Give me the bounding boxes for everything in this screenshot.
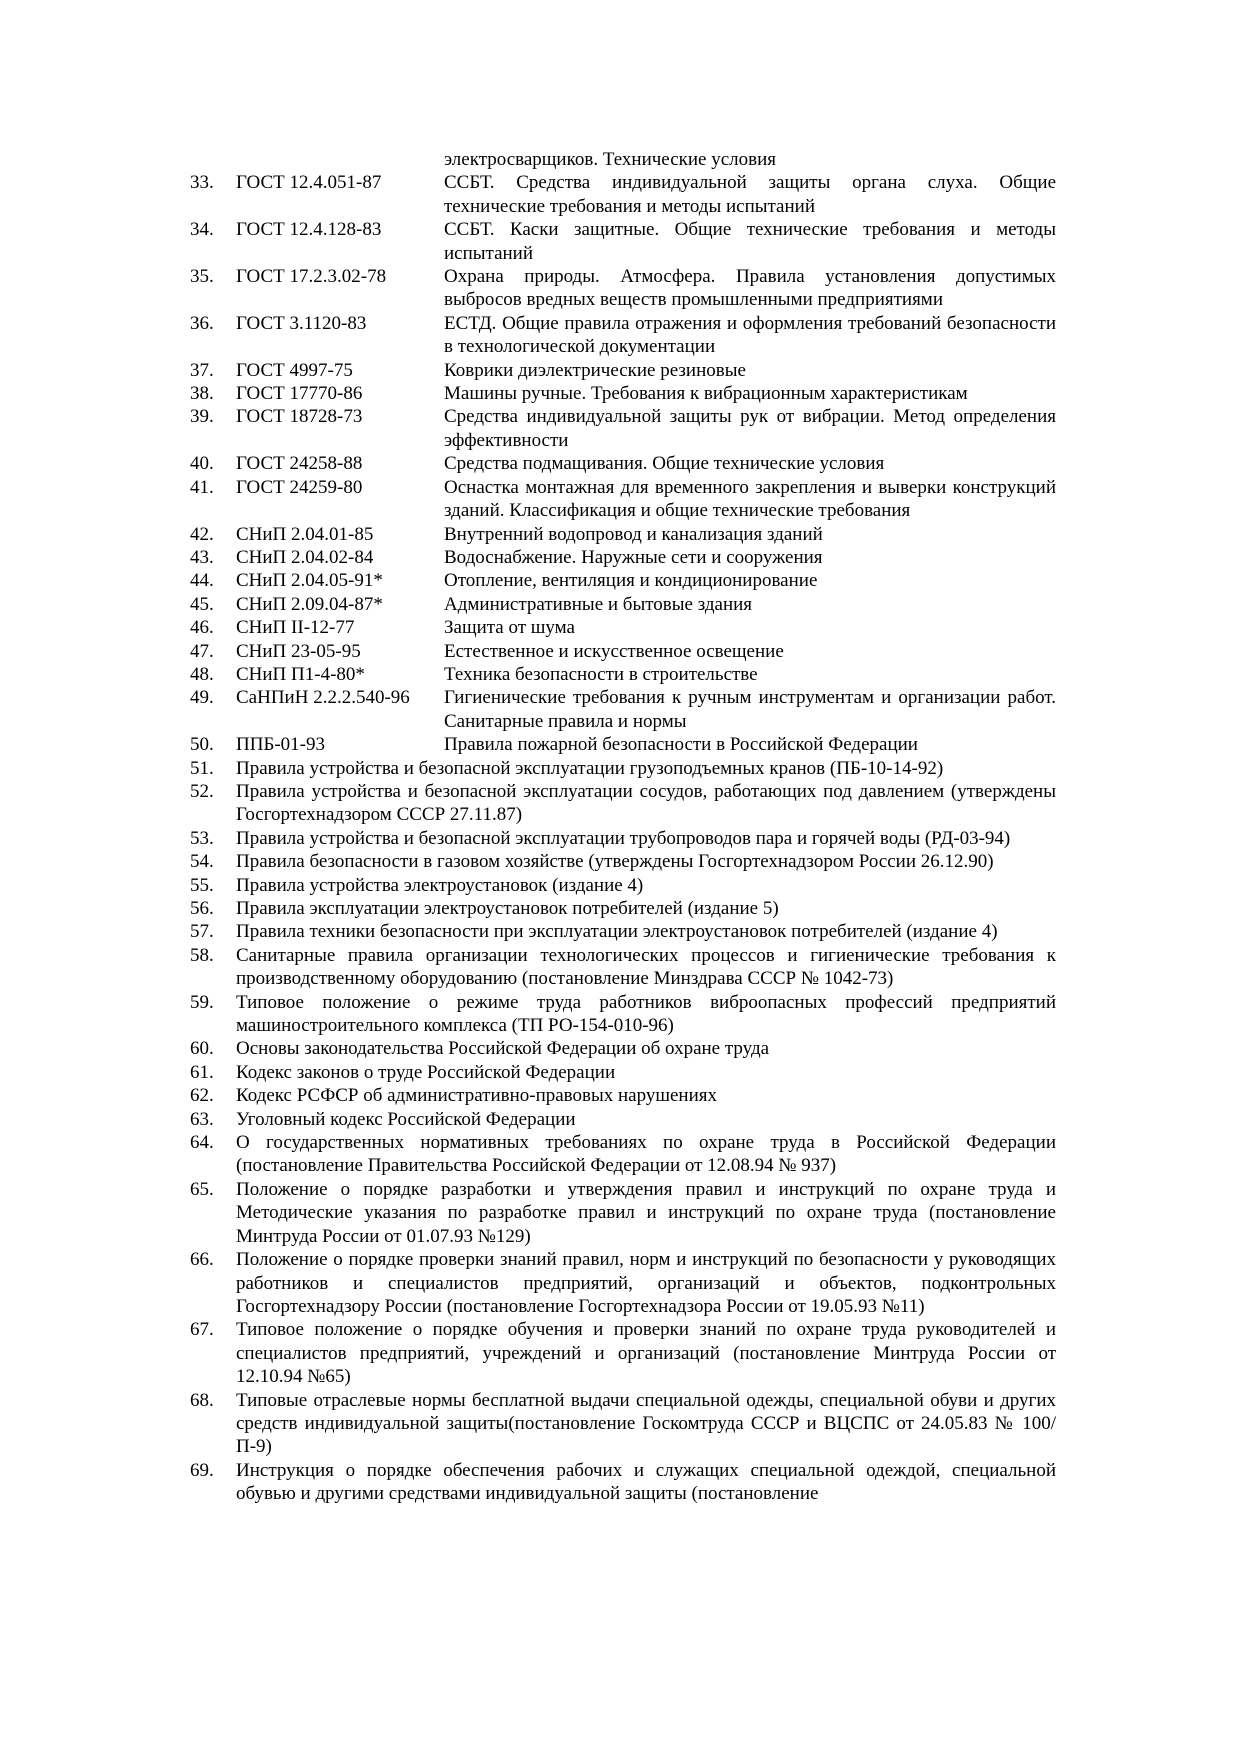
document-item xyxy=(190,944,1056,991)
standard-title: Оснастка монтажная для временного закрепления и выверки конструкций зданий. Классификация и общие технические требования xyxy=(444,476,1056,522)
item-number: 43. xyxy=(190,546,214,568)
item-number: 38. xyxy=(190,383,214,405)
document-title: Типовое положение о порядке обучения и проверки знаний по охране труда руководителей и специалистов предприятий, учреждений и организаций (постановление Минтруда России от 12.10.94 №65) xyxy=(236,1319,1056,1388)
document-item xyxy=(190,874,1056,897)
item-number: 68. xyxy=(190,1389,214,1411)
standard-title: Водоснабжение. Наружные сети и сооружения xyxy=(444,546,823,568)
document-item xyxy=(190,1061,1056,1084)
standard-code: СНиП 23-05-95 xyxy=(236,640,361,662)
item-number: 58. xyxy=(190,944,214,966)
document-title: О государственных нормативных требованиях по охране труда в Российской Федерации (постановление Правительства Российской Федерации от 12.08.94 № 937) xyxy=(236,1132,1056,1177)
standard-item xyxy=(190,569,1056,592)
standard-code: ГОСТ 24259-80 xyxy=(236,476,363,498)
standard-item xyxy=(190,546,1056,569)
standard-item xyxy=(190,640,1056,663)
document-item xyxy=(190,850,1056,873)
document-item xyxy=(190,1178,1056,1248)
document-title: Правила эксплуатации электроустановок потребителей (издание 5) xyxy=(236,898,779,919)
standard-title: ССБТ. Каски защитные. Общие технические требования и методы испытаний xyxy=(444,219,1056,264)
document-item xyxy=(190,1108,1056,1131)
item-number: 45. xyxy=(190,593,214,615)
standard-title: Отопление, вентиляция и кондиционирование xyxy=(444,570,818,592)
document-title: Уголовный кодекс Российской Федерации xyxy=(236,1108,576,1130)
document-title: Санитарные правила организации технологических процессов и гигиенические требования к производственному оборудованию (постановление Минздрава СССР № 1042-73) xyxy=(236,944,1056,990)
item-number: 41. xyxy=(190,476,214,498)
standard-item xyxy=(190,452,1056,475)
standard-title: Средства подмащивания. Общие технические условия xyxy=(444,453,885,475)
document-title: Положение о порядке разработки и утверждения правил и инструкций по охране труда и Методические указания по разработке правил и инструкций по охране труда (постановление Минтруда России от 01.07.93 №129) xyxy=(236,1178,1056,1247)
item-number: 48. xyxy=(190,663,214,685)
continuation-text: электросварщиков. Технические условия xyxy=(444,149,777,170)
standard-code: ГОСТ 24258-88 xyxy=(236,453,363,475)
document-item xyxy=(190,827,1056,850)
item-number: 51. xyxy=(190,757,214,779)
standard-title: Средства индивидуальной защиты рук от вибрации. Метод определения эффективности xyxy=(444,406,1056,451)
standard-item xyxy=(190,382,1056,405)
document-item xyxy=(190,1131,1056,1178)
documents-list xyxy=(190,757,1056,1506)
standard-title: Техника безопасности в строительстве xyxy=(444,663,758,685)
item-number: 40. xyxy=(190,453,214,475)
standard-code: ГОСТ 12.4.128-83 xyxy=(236,219,382,241)
item-number: 55. xyxy=(190,874,214,896)
standard-code: ППБ-01-93 xyxy=(236,734,326,756)
standard-item xyxy=(190,359,1056,382)
document-item xyxy=(190,991,1056,1038)
item-number: 39. xyxy=(190,406,214,428)
item-number: 47. xyxy=(190,640,214,662)
document-title: Правила техники безопасности при эксплуатации электроустановок потребителей (издание 4) xyxy=(236,921,998,943)
standard-item xyxy=(190,616,1056,639)
standard-title: Коврики диэлектрические резиновые xyxy=(444,359,746,381)
item-number: 65. xyxy=(190,1178,214,1200)
standard-title: Гигиенические требования к ручным инструментам и организации работ. Санитарные правила и нормы xyxy=(444,687,1056,732)
standard-item xyxy=(190,523,1056,546)
item-number: 37. xyxy=(190,359,214,381)
standard-title: Машины ручные. Требования к вибрационным характеристикам xyxy=(444,383,968,405)
item-number: 69. xyxy=(190,1459,214,1481)
standard-code: СНиП 2.09.04-87* xyxy=(236,593,383,615)
item-number: 36. xyxy=(190,312,214,334)
standard-title: Административные и бытовые здания xyxy=(444,593,753,615)
document-title: Типовое положение о режиме труда работников виброопасных профессий предприятий машиностроительного комплекса (ТП РО-154-010-96) xyxy=(236,991,1056,1037)
item-number: 62. xyxy=(190,1085,214,1107)
standard-item xyxy=(190,593,1056,616)
document-title: Правила устройства и безопасной эксплуатации трубопроводов пара и горячей воды (РД-03-94) xyxy=(236,827,1011,849)
standard-title: Правила пожарной безопасности в Российской Федерации xyxy=(444,734,918,756)
document-item xyxy=(190,757,1056,780)
document-item xyxy=(190,897,1056,920)
document-title: Кодекс РСФСР об административно-правовых нарушениях xyxy=(236,1085,718,1107)
item-number: 49. xyxy=(190,687,214,709)
document-item xyxy=(190,780,1056,827)
standards-list xyxy=(190,171,1056,756)
item-number: 57. xyxy=(190,921,214,943)
document-page xyxy=(190,148,1056,1506)
standard-title: Внутренний водопровод и канализация зданий xyxy=(444,523,823,545)
standard-code: СНиП 2.04.05-91* xyxy=(236,570,383,592)
standard-code: СаНПиН 2.2.2.540-96 xyxy=(236,687,410,709)
standard-code: ГОСТ 17.2.3.02-78 xyxy=(236,266,387,288)
standard-title: Защита от шума xyxy=(444,617,575,639)
standard-code: СНиП 2.04.01-85 xyxy=(236,523,374,545)
item-number: 53. xyxy=(190,827,214,849)
item-number: 52. xyxy=(190,780,214,802)
standard-code: ГОСТ 18728-73 xyxy=(236,406,363,428)
document-item xyxy=(190,1084,1056,1107)
document-title: Правила устройства и безопасной эксплуатации сосудов, работающих под давлением (утверждены Госгортехнадзором СССР 27.11.87) xyxy=(236,780,1056,826)
continuation-line xyxy=(190,148,1056,171)
item-number: 67. xyxy=(190,1319,214,1341)
item-number: 42. xyxy=(190,523,214,545)
standard-item xyxy=(190,171,1056,218)
standard-code: СНиП II-12-77 xyxy=(236,617,355,639)
item-number: 33. xyxy=(190,172,214,194)
document-title: Положение о порядке проверки знаний правил, норм и инструкций по безопасности у руководящих работников и специалистов предприятий, организаций и объектов, подконтрольных Госгортехнадзору России (постановление Госгортехнадзора России от 19.05.93 №11) xyxy=(236,1249,1056,1317)
standard-title: ССБТ. Средства индивидуальной защиты органа слуха. Общие технические требования и методы испытаний xyxy=(444,172,1056,217)
standard-title: Естественное и искусственное освещение xyxy=(444,640,784,662)
item-number: 50. xyxy=(190,734,214,756)
document-title: Типовые отраслевые нормы бесплатной выдачи специальной одежды, специальной обуви и других средств индивидуальной защиты(постановление Госкомтруда СССР и ВЦСПС от 24.05.83 № 100/П-9) xyxy=(236,1389,1056,1458)
item-number: 34. xyxy=(190,219,214,241)
document-item xyxy=(190,1318,1056,1388)
document-title: Основы законодательства Российской Федерации об охране труда xyxy=(236,1038,770,1060)
standard-item xyxy=(190,405,1056,452)
item-number: 56. xyxy=(190,898,214,919)
item-number: 60. xyxy=(190,1038,214,1060)
standard-code: СНиП 2.04.02-84 xyxy=(236,546,374,568)
standard-title: Охрана природы. Атмосфера. Правила установления допустимых выбросов вредных веществ промышленными предприятиями xyxy=(444,266,1056,311)
document-item xyxy=(190,920,1056,943)
standard-code: ГОСТ 17770-86 xyxy=(236,383,363,405)
item-number: 46. xyxy=(190,617,214,639)
document-title: Инструкция о порядке обеспечения рабочих и служащих специальной одеждой, специальной обувью и другими средствами индивидуальной защиты (постановление xyxy=(236,1459,1056,1505)
document-item xyxy=(190,1389,1056,1459)
item-number: 44. xyxy=(190,570,214,592)
standard-code: ГОСТ 4997-75 xyxy=(236,359,353,381)
standard-item xyxy=(190,686,1056,733)
standard-item xyxy=(190,218,1056,265)
item-number: 35. xyxy=(190,266,214,288)
item-number: 66. xyxy=(190,1249,214,1271)
item-number: 59. xyxy=(190,991,214,1013)
standard-code: ГОСТ 12.4.051-87 xyxy=(236,172,382,194)
item-number: 64. xyxy=(190,1132,214,1154)
standard-item xyxy=(190,663,1056,686)
document-title: Правила устройства электроустановок (издание 4) xyxy=(236,874,644,896)
document-item xyxy=(190,1037,1056,1060)
standard-title: ЕСТД. Общие правила отражения и оформления требований безопасности в технологической документации xyxy=(444,312,1056,358)
standard-code: ГОСТ 3.1120-83 xyxy=(236,312,367,334)
document-title: Правила устройства и безопасной эксплуатации грузоподъемных кранов (ПБ-10-14-92) xyxy=(236,757,944,779)
item-number: 61. xyxy=(190,1061,214,1083)
item-number: 54. xyxy=(190,851,214,873)
standard-item xyxy=(190,312,1056,359)
document-title: Правила безопасности в газовом хозяйстве (утверждены Госгортехнадзором России 26.12.90) xyxy=(236,851,994,873)
standard-item xyxy=(190,265,1056,312)
item-number: 63. xyxy=(190,1108,214,1130)
document-item xyxy=(190,1248,1056,1318)
standard-item xyxy=(190,476,1056,523)
standard-code: СНиП П1-4-80* xyxy=(236,663,365,685)
standard-item xyxy=(190,733,1056,756)
document-item xyxy=(190,1459,1056,1506)
document-title: Кодекс законов о труде Российской Федерации xyxy=(236,1061,616,1083)
